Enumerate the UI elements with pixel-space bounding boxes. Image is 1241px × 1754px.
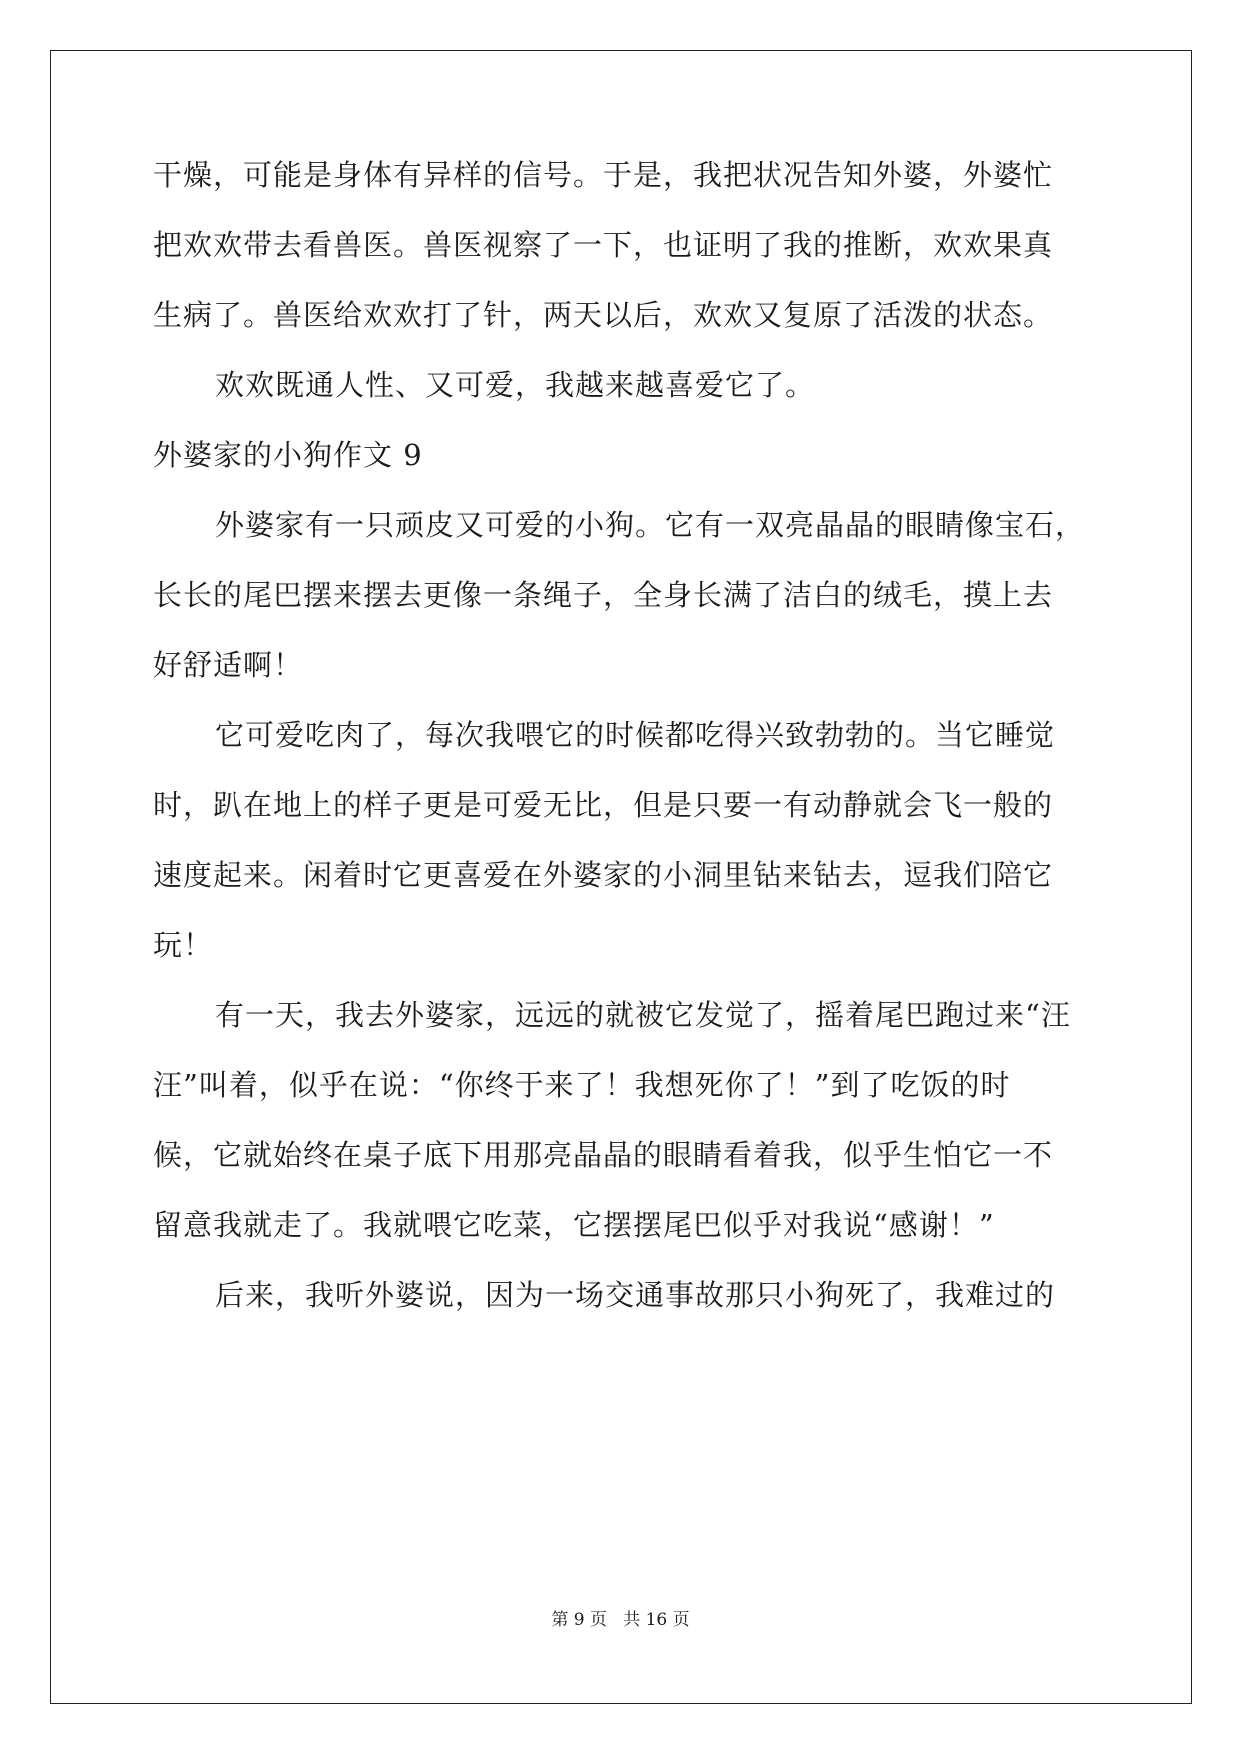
text-line: 速度起来。闲着时它更喜爱在外婆家的小洞里钻来钻去，逗我们陪它 [153,858,1054,892]
text-line: 生病了。兽医给欢欢打了针，两天以后，欢欢又复原了活泼的状态。 [153,298,1054,332]
paragraph-line: 外婆家有一只顽皮又可爱的小狗。它有一双亮晶晶的眼睛像宝石， [215,508,1086,542]
paragraph-line: 有一天，我去外婆家，远远的就被它发觉了，摇着尾巴跑过来“汪 [215,998,1071,1032]
text-line: 好舒适啊！ [153,648,304,682]
text-line: 长长的尾巴摆来摆去更像一条绳子，全身长满了洁白的绒毛，摸上去 [153,578,1054,612]
text-line: 候，它就始终在桌子底下用那亮晶晶的眼睛看着我，似乎生怕它一不 [153,1138,1054,1172]
text-line: 把欢欢带去看兽医。兽医视察了一下，也证明了我的推断，欢欢果真 [153,228,1054,262]
section-heading: 外婆家的小狗作文 9 [153,438,423,472]
paragraph-line: 它可爱吃肉了，每次我喂它的时候都吃得兴致勃勃的。当它睡觉 [215,718,1056,752]
text-line: 时，趴在地上的样子更是可爱无比，但是只要一有动静就会飞一般的 [153,788,1054,822]
text-line: 汪”叫着，似乎在说：“你终于来了！我想死你了！”到了吃饭的时 [153,1068,1011,1102]
paragraph-line: 欢欢既通人性、又可爱，我越来越喜爱它了。 [215,368,816,402]
page-number-footer: 第 9 页 共 16 页 [551,1610,690,1630]
text-line: 留意我就走了。我就喂它吃菜，它摆摆尾巴似乎对我说“感谢！” [153,1208,995,1242]
text-line: 玩！ [153,928,214,962]
text-line: 干燥，可能是身体有异样的信号。于是，我把状况告知外婆，外婆忙 [153,158,1054,192]
paragraph-line: 后来，我听外婆说，因为一场交通事故那只小狗死了，我难过的 [215,1278,1056,1312]
